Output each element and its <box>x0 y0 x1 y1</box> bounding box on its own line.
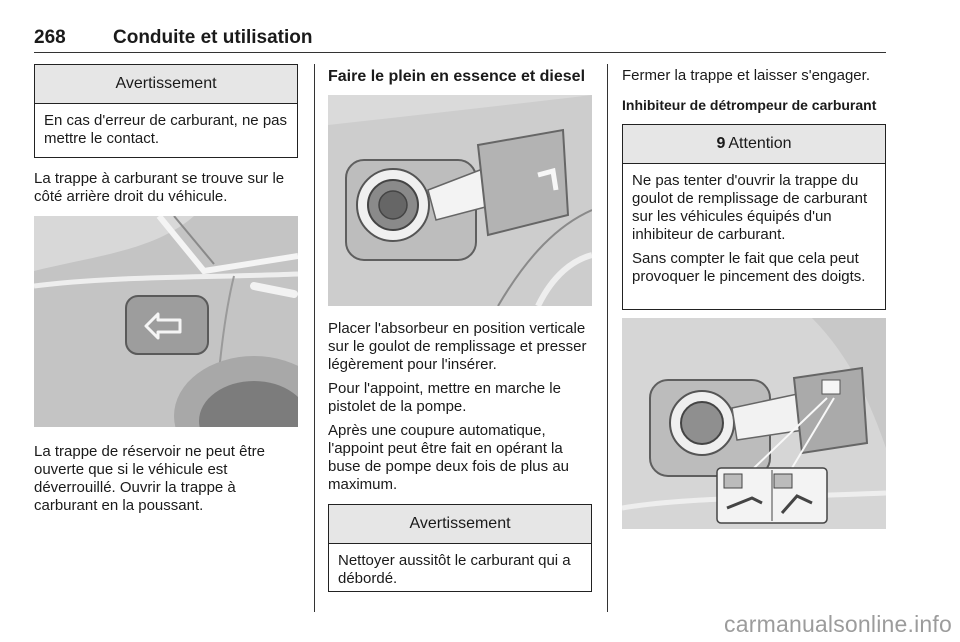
fuel-flap-open-instructions: La trappe de réservoir ne peut être ouverte que si le véhicule est déverrouillé. Ouvrir la trappe à carburant en la poussant. <box>34 443 265 514</box>
attention-paragraph-2: Sans compter le fait que cela peut provoquer le pincement des doigts. <box>632 250 866 285</box>
warning-title: Avertissement <box>329 505 591 544</box>
warning-paragraph: Nettoyer aussitôt le carburant qui a débordé. <box>338 552 571 587</box>
fuel-flap-closed-illustration <box>34 216 298 427</box>
warning-text <box>329 544 591 596</box>
warning-triangle-icon: 9 <box>716 135 726 152</box>
watermark: carmanualsonline.info <box>724 611 952 637</box>
auto-cutoff-instruction: Après une coupure automatique, l'appoint peut être fait en opérant la buse de pompe deux fois de plus au maximum. <box>328 422 570 493</box>
fuel-cap-open-illustration <box>328 95 592 306</box>
warning-title: Avertissement <box>35 65 297 104</box>
section-title: Faire le plein en essence et diesel <box>328 68 586 85</box>
chapter-title: Conduite et utilisation <box>113 27 313 48</box>
page-header <box>34 26 886 53</box>
warning-paragraph: En cas d'erreur de carburant, ne pas mettre le contact. <box>44 112 288 147</box>
absorber-instruction: Placer l'absorbeur en position verticale sur le goulot de remplissage et presser légèrement pour l'insérer. <box>328 320 587 373</box>
column-1 <box>34 64 298 521</box>
attention-paragraph-1: Ne pas tenter d'ouvrir la trappe du goulot de remplissage de carburant sur les véhicules équipés d'un inhibiteur de carburant. <box>632 172 868 243</box>
attention-header <box>623 125 885 164</box>
attention-title: Attention <box>728 135 792 152</box>
fuel-flap-location-text: La trappe à carburant se trouve sur le côté arrière droit du véhicule. <box>34 170 285 205</box>
column-3 <box>622 64 886 529</box>
warning-text <box>35 104 297 156</box>
warning-box <box>34 64 298 158</box>
misfuel-inhibitor-illustration <box>622 318 886 529</box>
column-divider <box>314 64 315 612</box>
page-number: 268 <box>34 27 66 48</box>
close-flap-instruction: Fermer la trappe et laisser s'engager. <box>622 67 870 84</box>
pump-instruction: Pour l'appoint, mettre en marche le pistolet de la pompe. <box>328 380 561 415</box>
attention-text <box>623 164 885 294</box>
column-2 <box>328 64 592 592</box>
subheading: Inhibiteur de détrompeur de carburant <box>622 97 877 113</box>
warning-box-overflow <box>328 504 592 592</box>
attention-box <box>622 124 886 310</box>
column-divider <box>607 64 608 612</box>
